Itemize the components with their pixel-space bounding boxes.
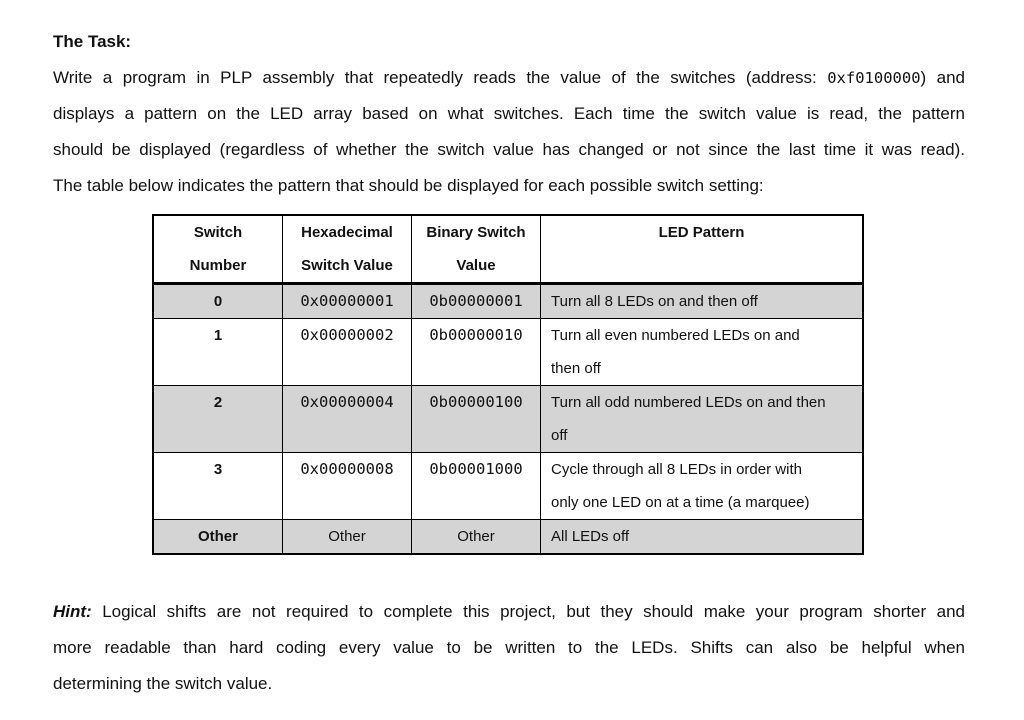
switch-number-cell: 3 bbox=[153, 453, 283, 520]
task-line-3: should be displayed (regardless of whether the switch value has changed or not since the last time it was read). bbox=[53, 140, 965, 159]
switch-number-cell: Other bbox=[153, 520, 283, 555]
led-pattern-cell: Cycle through all 8 LEDs in order with only one LED on at a time (a marquee) bbox=[541, 453, 864, 520]
switch-number-cell: 2 bbox=[153, 386, 283, 453]
table-row bbox=[153, 453, 863, 520]
task-section bbox=[53, 24, 965, 204]
hint-line-1: Hint: Logical shifts are not required to complete this project, but they should make your program shorter and bbox=[53, 602, 965, 621]
switch-number-cell: 1 bbox=[153, 319, 283, 386]
binary-value-cell: 0b00000001 bbox=[412, 284, 541, 319]
header-led-pattern: LED Pattern bbox=[541, 215, 864, 284]
hint-paragraph bbox=[53, 594, 965, 702]
header-hex-value: Hexadecimal Switch Value bbox=[283, 215, 412, 284]
table-row bbox=[153, 284, 863, 319]
switch-address: 0xf0100000 bbox=[827, 69, 921, 87]
table-row bbox=[153, 386, 863, 453]
hex-value-cell: 0x00000001 bbox=[283, 284, 412, 319]
switch-number-cell: 0 bbox=[153, 284, 283, 319]
task-heading: The Task: bbox=[53, 32, 132, 51]
led-pattern-table bbox=[152, 214, 864, 555]
hex-value-cell: 0x00000008 bbox=[283, 453, 412, 520]
task-paragraph bbox=[53, 60, 965, 204]
hint-line-2: more readable than hard coding every value to be written to the LEDs. Shifts can also be helpful when bbox=[53, 638, 965, 657]
led-pattern-cell: Turn all 8 LEDs on and then off bbox=[541, 284, 864, 319]
table-row bbox=[153, 319, 863, 386]
led-pattern-cell: All LEDs off bbox=[541, 520, 864, 555]
header-switch-number: Switch Number bbox=[153, 215, 283, 284]
task-line-1: Write a program in PLP assembly that repeatedly reads the value of the switches (address: 0xf0100000) and bbox=[53, 68, 966, 87]
led-pattern-cell: Turn all odd numbered LEDs on and then off bbox=[541, 386, 864, 453]
led-pattern-cell: Turn all even numbered LEDs on and then off bbox=[541, 319, 864, 386]
binary-value-cell: 0b00001000 bbox=[412, 453, 541, 520]
binary-value-cell: 0b00000010 bbox=[412, 319, 541, 386]
header-binary-value: Binary Switch Value bbox=[412, 215, 541, 284]
hint-label: Hint: bbox=[53, 602, 92, 621]
table-row bbox=[153, 520, 863, 555]
binary-value-cell: 0b00000100 bbox=[412, 386, 541, 453]
hex-value-cell: 0x00000002 bbox=[283, 319, 412, 386]
binary-value-cell: Other bbox=[412, 520, 541, 555]
task-line-2: displays a pattern on the LED array based on what switches. Each time the switch value is read, the pattern bbox=[53, 104, 965, 123]
hex-value-cell: 0x00000004 bbox=[283, 386, 412, 453]
hint-line-3: determining the switch value. bbox=[53, 674, 273, 693]
task-line-4: The table below indicates the pattern that should be displayed for each possible switch setting: bbox=[53, 176, 764, 195]
hex-value-cell: Other bbox=[283, 520, 412, 555]
table-header-row bbox=[153, 215, 863, 284]
